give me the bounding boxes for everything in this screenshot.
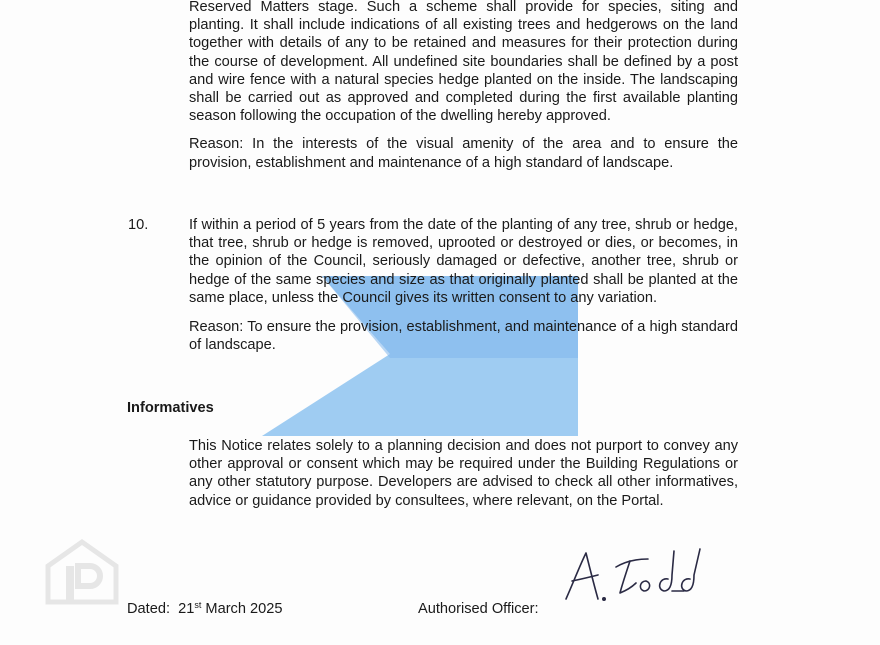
date-suffix: st: [194, 600, 202, 610]
condition-9-reason: Reason: In the interests of the visual amenity of the area and to ensure the provision, establishment and maintenance of a high standard of landscape.: [189, 136, 738, 171]
condition-10-number: 10.: [128, 217, 149, 233]
condition-10-body: If within a period of 5 years from the date of the planting of any tree, shrub or hedge, that tree, shrub or hedge is removed, uprooted or destroyed or dies, or becomes, in the opinion of the Council, seriously damaged or defective, another tree, shrub or hedge of the same species and size as that originally planted shall be planted at the same place, unless the Council gives its written consent to any variation.: [189, 217, 738, 306]
informatives-section: [189, 437, 738, 510]
dated-label: Dated:: [127, 601, 170, 617]
date-month-year: March 2025: [205, 601, 283, 617]
informatives-body: This Notice relates solely to a planning decision and does not purport to convey any other approval or consent which may be required under the Building Regulations or any other statutory purpose. Developers are advised to check all other informatives, advice or guidance provided by consultees, where relevant, on the Portal.: [189, 438, 738, 509]
dated-line: [127, 600, 283, 617]
date-day: 21: [178, 601, 195, 617]
informatives-heading: Informatives: [127, 400, 214, 416]
condition-9-body: Reserved Matters stage. Such a scheme shall provide for species, siting and planting. It shall include indications of all existing trees and hedgerows on the land together with details of any to be retained and measures for their protection during the course of development. All undefined site boundaries shall be defined by a post and wire fence with a natural species hedge planted on the inside. The landscaping shall be carried out as approved and completed during the first available planting season following the occupation of the dwelling hereby approved.: [189, 0, 738, 125]
property-logo-icon: [42, 536, 122, 606]
authorised-officer-label: Authorised Officer:: [418, 601, 539, 617]
condition-10-reason: Reason: To ensure the provision, establishment, and maintenance of a high standard of landscape.: [189, 319, 738, 354]
officer-signature: [560, 545, 720, 605]
condition-10-section: [189, 216, 738, 354]
condition-9-section: [189, 0, 738, 172]
